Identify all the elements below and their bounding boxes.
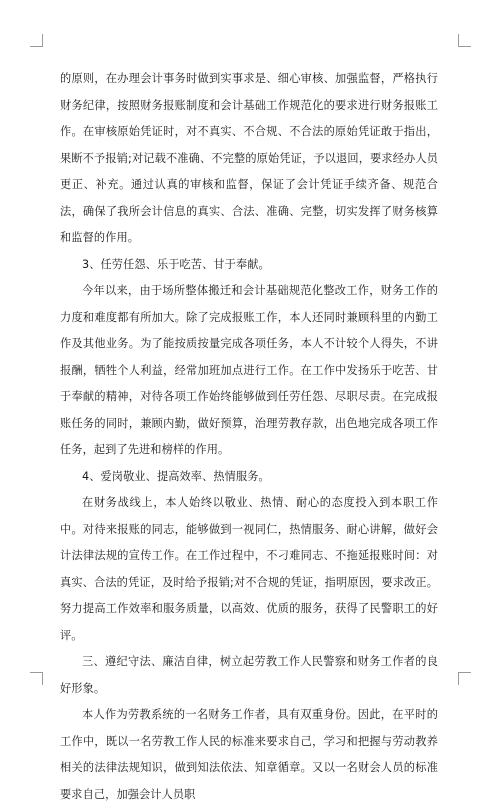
paragraph-discipline: 本人作为劳教系统的一名财务工作者，具有双重身份。因此，在平时的工作中，既以一名劳教工作人民的标准来要求自己，学习和把握与劳动教养相关的法律法规知识，做到知法依法、知章循章。又以一名财会人员的标准要求自己，加强会计人员职 [60, 708, 438, 801]
crop-mark-bottom-left [30, 672, 43, 685]
crop-mark-top-left [30, 34, 43, 47]
paragraph-continuation: 的原则，在办理会计事务时做到实事求是、细心审核、加强监督，严格执行财务纪律，按照财务报账制度和会计基础工作规范化的要求进行财务报账工作。在审核原始凭证时，对不真实、不合规、不合法的原始凭证敢于指出，果断不予报销;对记载不准确、不完整的原始凭证，予以退回，要求经办人员更正、补充。通过认真的审核和监督，保证了会计凭证手续齐备、规范合法，确保了我所会计信息的真实、合法、准确、完整，切实发挥了财务核算和监督的作用。 [60, 72, 438, 244]
section-heading-4: 4、爱岗敬业、提高效率、热情服务。 [82, 469, 270, 483]
section-heading-three: 三、遵纪守法、廉洁自律，树立起劳教工作人民警察和财务工作者的良好形象。 [60, 655, 438, 695]
section-heading-3: 3、任劳任怨、乐于吃苦、甘于奉献。 [82, 257, 270, 271]
crop-mark-bottom-right [458, 672, 471, 685]
document-body [60, 66, 438, 808]
paragraph-service: 在财务战线上，本人始终以敬业、热情、耐心的态度投入到本职工作中。对待来报账的同志，能够做到一视同仁，热情服务、耐心讲解，做好会计法律法规的宣传工作。在工作过程中，不刁难同志、不拖延报账时间：对真实、合法的凭证，及时给予报销;对不合规的凭证，指明原因，要求改正。努力提高工作效率和服务质量，以高效、优质的服务，获得了民警职工的好评。 [60, 496, 438, 642]
paragraph-dedication: 今年以来，由于场所整体搬迁和会计基础规范化整改工作，财务工作的力度和难度都有所加大。除了完成报账工作，本人还同时兼顾科里的内勤工作及其他业务。为了能按质按量完成各项任务，本人不计较个人得失，不讲报酬，牺牲个人利益，经常加班加点进行工作。在工作中发扬乐于吃苦、甘于奉献的精神，对待各项工作始终能够做到任劳任怨、尽职尽责。在完成报账任务的同时，兼顾内勤，做好预算，治理劳教存款，出色地完成各项工作任务，起到了先进和榜样的作用。 [60, 284, 438, 456]
crop-mark-top-right [458, 34, 471, 47]
